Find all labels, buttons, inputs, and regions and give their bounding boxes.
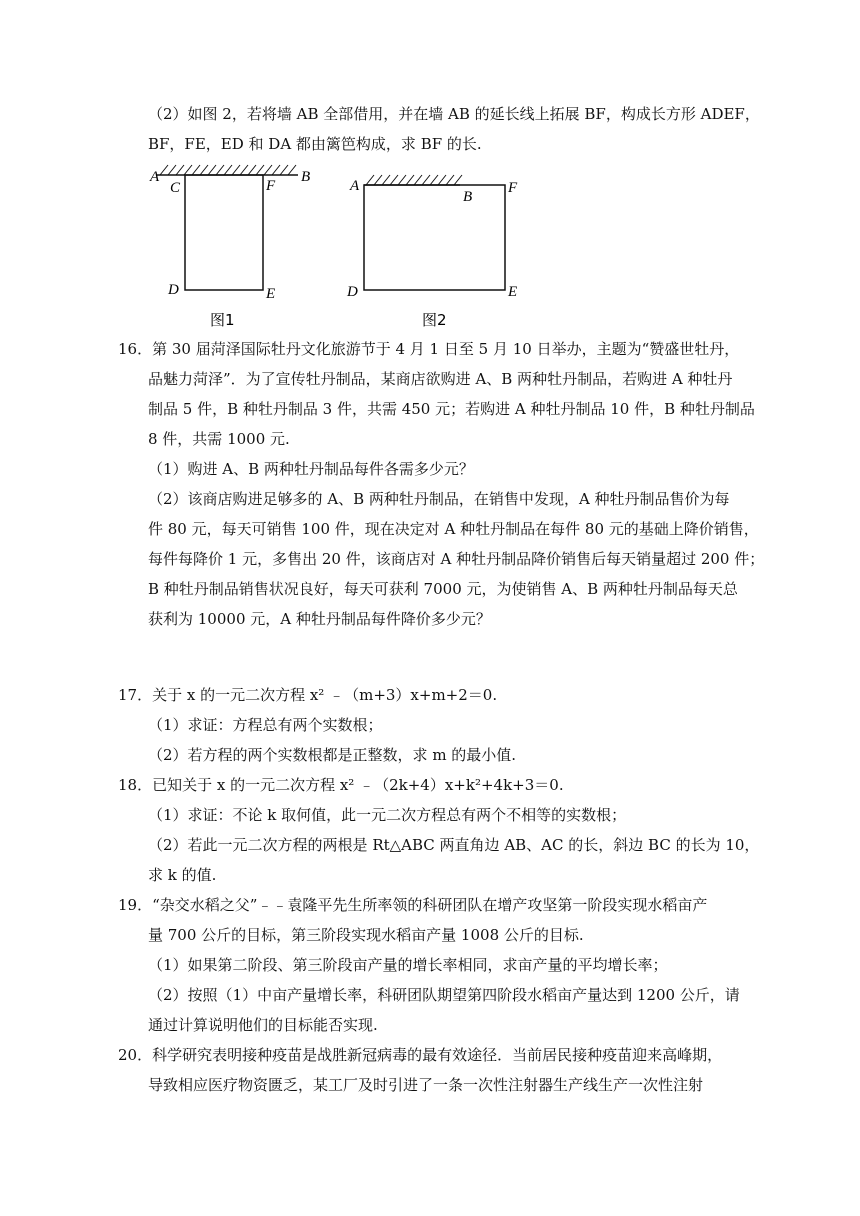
q16-part2-line1: （2）该商店购进足够多的 A、B 两种牡丹制品，在销售中发现，A 种牡丹制品售价为每 (148, 490, 730, 508)
q16-line3: 制品 5 件，B 种牡丹制品 3 件，共需 450 元；若购进 A 种牡丹制品 10 件，B 种牡丹制品 (148, 400, 755, 418)
q17-part2: （2）若方程的两个实数根都是正整数，求 m 的最小值. (148, 746, 517, 764)
fig2-label-a: A (350, 178, 360, 194)
fig2-label-e: E (508, 284, 518, 300)
q19-part1: （1）如果第二阶段、第三阶段亩产量的增长率相同，求亩产量的平均增长率； (148, 956, 668, 974)
q16-part2-line2: 件 80 元，每天可销售 100 件，现在决定对 A 种牡丹制品在每件 80 元的基础上降价销售， (148, 520, 759, 538)
fig1-label-f: F (266, 178, 276, 194)
q20-line2: 导致相应医疗物资匮乏，某工厂及时引进了一条一次性注射器生产线生产一次性注射 (148, 1076, 704, 1094)
q18-part2-line2: 求 k 的值. (148, 866, 217, 884)
fig1-label-c: C (170, 180, 181, 196)
q19-line1: 19．“杂交水稻之父”﹣﹣袁隆平先生所率领的科研团队在增产攻坚第一阶段实现水稻亩产 (118, 896, 708, 914)
q16-part2-line5: 获利为 10000 元，A 种牡丹制品每件降价多少元？ (148, 610, 491, 628)
q16-part2-line3: 每件每降价 1 元，多售出 20 件，该商店对 A 种牡丹制品降价销售后每天销量超过 200 件； (148, 550, 765, 568)
q20-line1: 20．科学研究表明接种疫苗是战胜新冠病毒的最有效途径．当前居民接种疫苗迎来高峰期， (118, 1046, 723, 1064)
fig1-label-b: B (301, 169, 311, 185)
q19-part2-line2: 通过计算说明他们的目标能否实现. (148, 1016, 378, 1034)
q16-part1: （1）购进 A、B 两种牡丹制品每件各需多少元？ (148, 460, 474, 478)
fig1-label-a: A (150, 169, 160, 185)
fig2-label-d: D (347, 284, 358, 300)
q17-part1: （1）求证：方程总有两个实数根； (148, 716, 383, 734)
q18-part1: （1）求证：不论 k 取何值，此一元二次方程总有两个不相等的实数根； (148, 806, 627, 824)
fig1-label-d: D (168, 282, 179, 298)
fig1-label-e: E (266, 286, 276, 302)
q16-line4: 8 件，共需 1000 元. (148, 430, 290, 448)
q15-part2-line1: （2）如图 2，若将墙 AB 全部借用，并在墙 AB 的延长线上拓展 BF，构成长方形 ADEF， (148, 105, 760, 123)
fig2-label-b: B (463, 189, 473, 205)
figure-1 (148, 163, 318, 333)
q17-line1: 17．关于 x 的一元二次方程 x² ﹣（m+3）x+m+2＝0. (118, 686, 498, 704)
figure-2 (342, 170, 532, 333)
q18-part2-line1: （2）若此一元二次方程的两根是 Rt△ABC 两直角边 AB、AC 的长，斜边 BC 的长为 10， (148, 836, 760, 854)
q16-part2-line4: B 种牡丹制品销售状况良好，每天可获利 7000 元，为使销售 A、B 两种牡丹制品每天总 (148, 580, 738, 598)
q19-line2: 量 700 公斤的目标，第三阶段实现水稻亩产量 1008 公斤的目标. (148, 926, 584, 944)
q16-line1: 16．第 30 届菏泽国际牡丹文化旅游节于 4 月 1 日至 5 月 10 日举办，主题为“赞盛世牡丹， (118, 340, 740, 358)
q16-line2: 品魅力菏泽”．为了宣传牡丹制品，某商店欲购进 A、B 两种牡丹制品，若购进 A 种牡丹 (148, 370, 733, 388)
q19-part2-line1: （2）按照（1）中亩产量增长率，科研团队期望第四阶段水稻亩产量达到 1200 公斤，请 (148, 986, 740, 1004)
q18-line1: 18．已知关于 x 的一元二次方程 x² ﹣（2k+4）x+k²+4k+3＝0. (118, 776, 564, 794)
fig2-label-f: F (508, 180, 518, 196)
fig1-caption: 图1 (210, 311, 235, 329)
q15-part2-line2: BF，FE，ED 和 DA 都由篱笆构成，求 BF 的长. (148, 135, 482, 153)
fig2-caption: 图2 (422, 311, 447, 329)
